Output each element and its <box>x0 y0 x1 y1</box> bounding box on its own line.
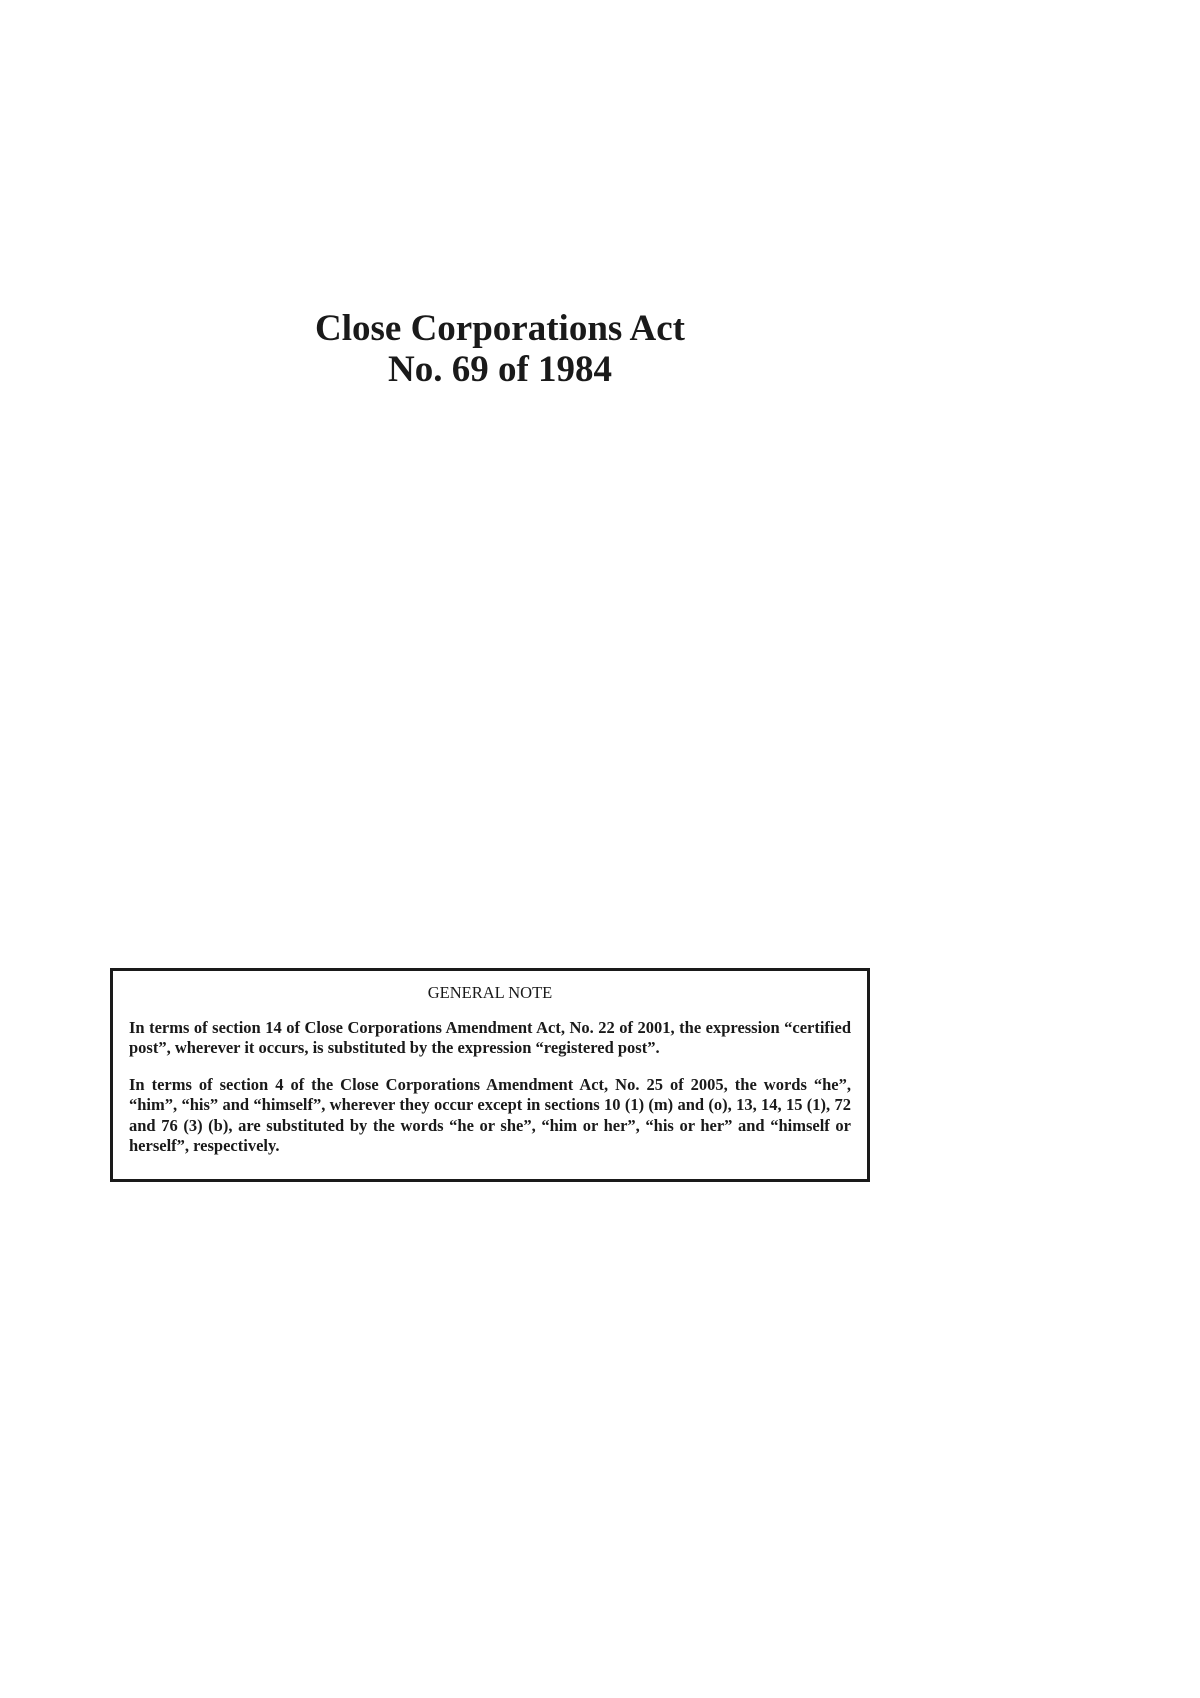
general-note-paragraph-1: In terms of section 14 of Close Corporations Amendment Act, No. 22 of 2001, the expression “certified post”, wherever it occurs, is substituted by the expression “registered post”. <box>129 1017 851 1057</box>
general-note-heading: GENERAL NOTE <box>427 983 553 1002</box>
document-title <box>200 308 800 390</box>
act-number: No. 69 of 1984 <box>387 349 613 390</box>
act-name: Close Corporations Act <box>315 308 685 349</box>
general-note-paragraph-2: In terms of section 4 of the Close Corporations Amendment Act, No. 25 of 2005, the words “he”, “him”, “his” and “himself”, wherever they occur except in sections 10 (1) (m) and (o), 13, 14, 15 (1), 72 and 76 (3) (b), are substituted by the words “he or she”, “him or her”, “his or her” and “himself or herself”, respectively. <box>129 1074 851 1155</box>
general-note-box <box>110 968 870 1182</box>
